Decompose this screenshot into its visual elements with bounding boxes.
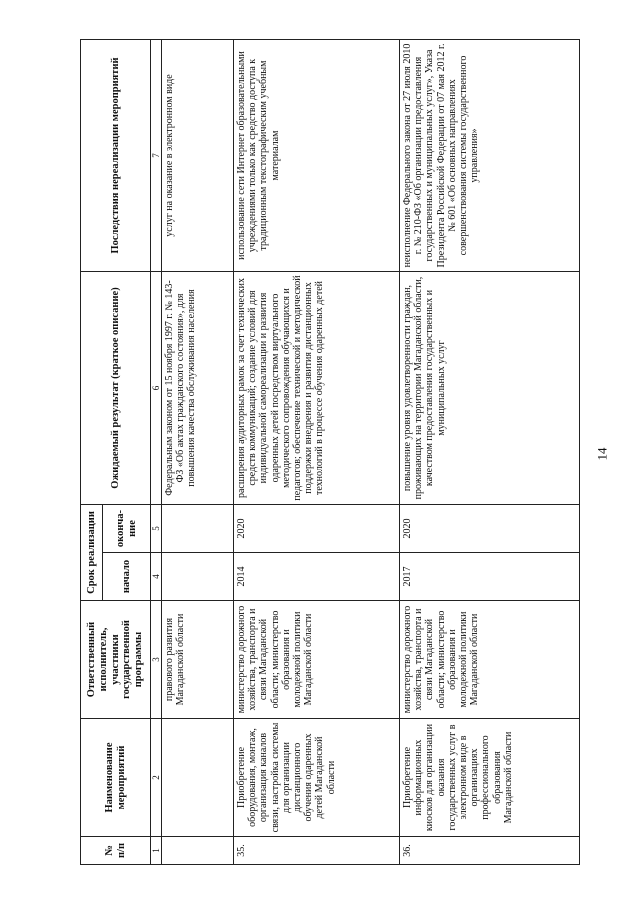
cell-num [162,837,234,865]
cell-name [162,719,234,837]
column-number: 4 [151,553,162,601]
header-result: Ожидаемый результат (краткое описание) [81,272,151,505]
cell-result: расширения аудиторных рамок за счет технических средств коммуникаций; создание условий для индивидуальной самореализации и развития одаренных детей посредством виртуального методического сопровождения обучающихся и педагогов; обеспечение технической и методической поддержки внедрения и развития дистанционных технологий в процессе обучения одаренных детей [234,272,400,505]
header-executor: Ответственный исполнитель, участники государственной программы [81,601,151,719]
header-num: № п/п [81,837,151,865]
cell-num: 35. [234,837,400,865]
column-number-row [151,40,162,865]
cell-result: Федеральным законом от 15 ноября 1997 г. № 143-ФЗ «Об актах гражданского состояния», для повышения качества обслуживания населения [162,272,234,505]
table-row [234,40,400,865]
column-number: 2 [151,719,162,837]
column-number: 5 [151,505,162,553]
header-consequences: Последствия нереализации мероприятий [81,40,151,272]
table-row [400,40,580,865]
column-number: 7 [151,40,162,272]
column-number: 3 [151,601,162,719]
header-start: начало [103,553,151,601]
header-row [81,40,103,865]
header-name: Наименование мероприятий [81,719,151,837]
cell-name: Приобретение оборудования, монтаж, организация каналов связи, настройка системы для организации дистанционного обучения одаренных детей Магаданской области [234,719,400,837]
header-period: Срок реализации [81,505,103,601]
page-number: 14 [594,447,610,461]
column-number: 1 [151,837,162,865]
cell-executor: министерство дорожного хозяйства, транспорта и связи Магаданской области; министерство образования и молодежной политики Магаданской области [400,601,580,719]
table-row [162,40,234,865]
measures-table [80,39,580,865]
cell-name: Приобретение информационных киосков для организации оказания государственных услуг в электронном виде в организациях профессионального образования Магаданской области [400,719,580,837]
cell-start: 2014 [234,553,400,601]
cell-executor: правового развития Магаданской области [162,601,234,719]
column-number: 6 [151,272,162,505]
cell-end: 2020 [400,505,580,553]
cell-consequences: услуг на оказание в электронном виде [162,40,234,272]
cell-num: 36. [400,837,580,865]
cell-end [162,505,234,553]
header-end: оконча-ние [103,505,151,553]
cell-consequences: использование сети Интернет образовательными учреждениями только как средство доступа к традиционным текстографическим учебным материалам [234,40,400,272]
rotated-table-container [80,40,580,865]
cell-start: 2017 [400,553,580,601]
cell-start [162,553,234,601]
cell-executor: министерство дорожного хозяйства, транспорта и связи Магаданской области; министерство образования и молодежной политики Магаданской области [234,601,400,719]
cell-end: 2020 [234,505,400,553]
cell-result: повышение уровня удовлетворенности граждан, проживающих на территории Магаданской области, качеством предоставления государственных и муниципальных услуг [400,272,580,505]
cell-consequences: неисполнение Федерального закона от 27 июля 2010 г. № 210-ФЗ «Об организации предоставления государственных и муниципальных услуг», Указа Президента Российской Федерации от 07 мая 2012 г. № 601 «Об основных направлениях совершенствования системы государственного управления» [400,40,580,272]
